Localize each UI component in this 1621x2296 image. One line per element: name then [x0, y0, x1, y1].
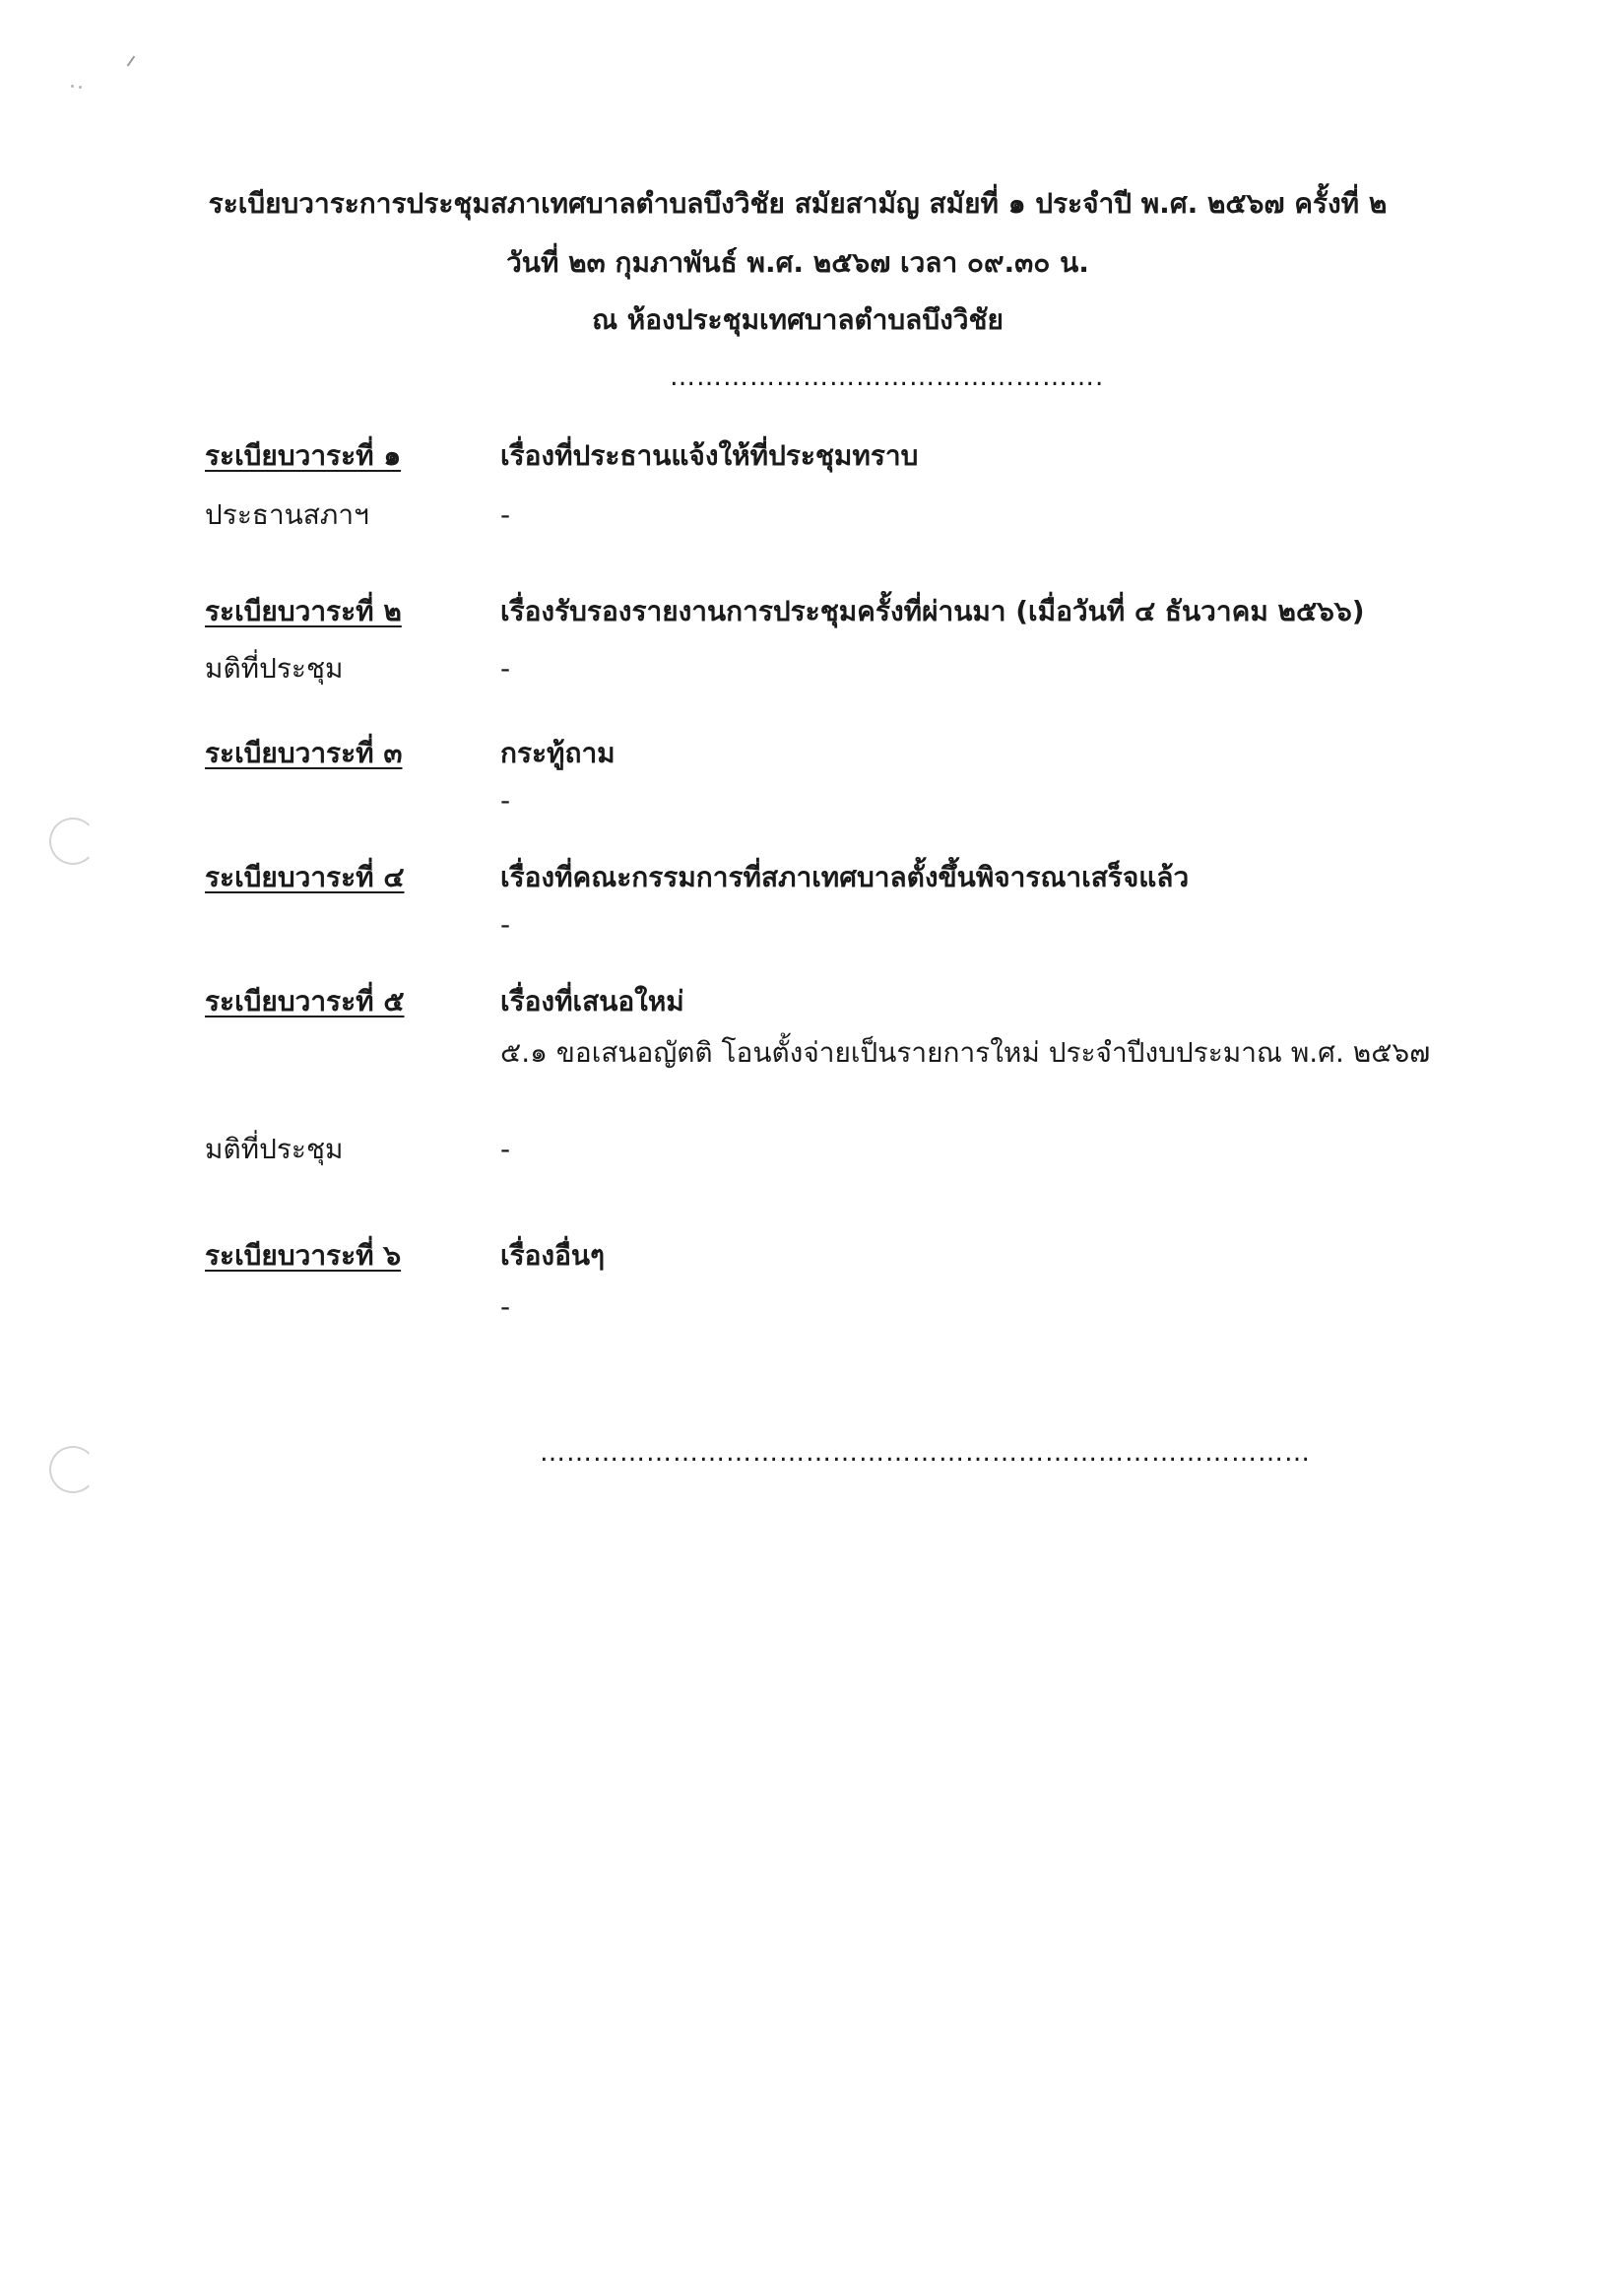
agenda-6-title: เรื่องอื่นๆ [500, 1239, 606, 1272]
agenda-6-label: ระเบียบวาระที่ ๖ [205, 1239, 402, 1272]
agenda-3-sub-text: - [500, 784, 511, 817]
agenda-2-title: เรื่องรับรองรายงานการประชุมครั้งที่ผ่านมา (เมื่อวันที่ ๔ ธันวาคม ๒๕๖๖) [500, 595, 1365, 627]
punch-hole-mark [49, 818, 97, 865]
scan-mark [127, 56, 136, 67]
agenda-3-label: ระเบียบวาระที่ ๓ [205, 737, 403, 769]
agenda-1-label: ระเบียบวาระที่ ๑ [205, 439, 402, 472]
footer-separator: …………………………………………………………………………… [540, 1438, 1311, 1468]
punch-hole-mark [49, 1446, 97, 1493]
agenda-4-title: เรื่องที่คณะกรรมการที่สภาเทศบาลตั้งขึ้นพิจารณาเสร็จแล้ว [500, 861, 1190, 893]
meeting-location: ณ ห้องประชุมเทศบาลตำบลบึงวิชัย [592, 303, 1004, 336]
agenda-1-sub-label: ประธานสภาฯ [205, 498, 369, 531]
agenda-1-sub-text: - [500, 498, 511, 531]
agenda-5-label: ระเบียบวาระที่ ๕ [205, 985, 405, 1017]
agenda-1-title: เรื่องที่ประธานแจ้งให้ที่ประชุมทราบ [500, 439, 919, 472]
scan-speck [71, 85, 74, 88]
agenda-5-title: เรื่องที่เสนอใหม่ [500, 985, 684, 1017]
meeting-date: วันที่ ๒๓ กุมภาพันธ์ พ.ศ. ๒๕๖๗ เวลา ๐๙.๓๐ น. [506, 246, 1089, 279]
agenda-4-sub-text: - [500, 908, 511, 941]
agenda-3-title: กระทู้ถาม [500, 737, 616, 769]
document-title: ระเบียบวาระการประชุมสภาเทศบาลตำบลบึงวิชัย สมัยสามัญ สมัยที่ ๑ ประจำปี พ.ศ. ๒๕๖๗ ครั้งที่ ๒ [208, 187, 1388, 220]
scan-speck [79, 86, 82, 89]
agenda-5-sub-text: - [500, 1133, 511, 1165]
agenda-2-sub-text: - [500, 652, 511, 685]
agenda-6-sub-text: - [500, 1290, 511, 1323]
agenda-5-item: ๕.๑ ขอเสนอญัตติ โอนตั้งจ่ายเป็นรายการใหม่ ประจำปีงบประมาณ พ.ศ. ๒๕๖๗ [500, 1036, 1431, 1069]
agenda-2-sub-label: มติที่ประชุม [205, 652, 344, 685]
agenda-4-label: ระเบียบวาระที่ ๔ [205, 861, 405, 893]
agenda-5-sub-label: มติที่ประชุม [205, 1133, 344, 1165]
agenda-2-label: ระเบียบวาระที่ ๒ [205, 595, 402, 627]
header-separator: …………………………………………. [670, 362, 1105, 392]
